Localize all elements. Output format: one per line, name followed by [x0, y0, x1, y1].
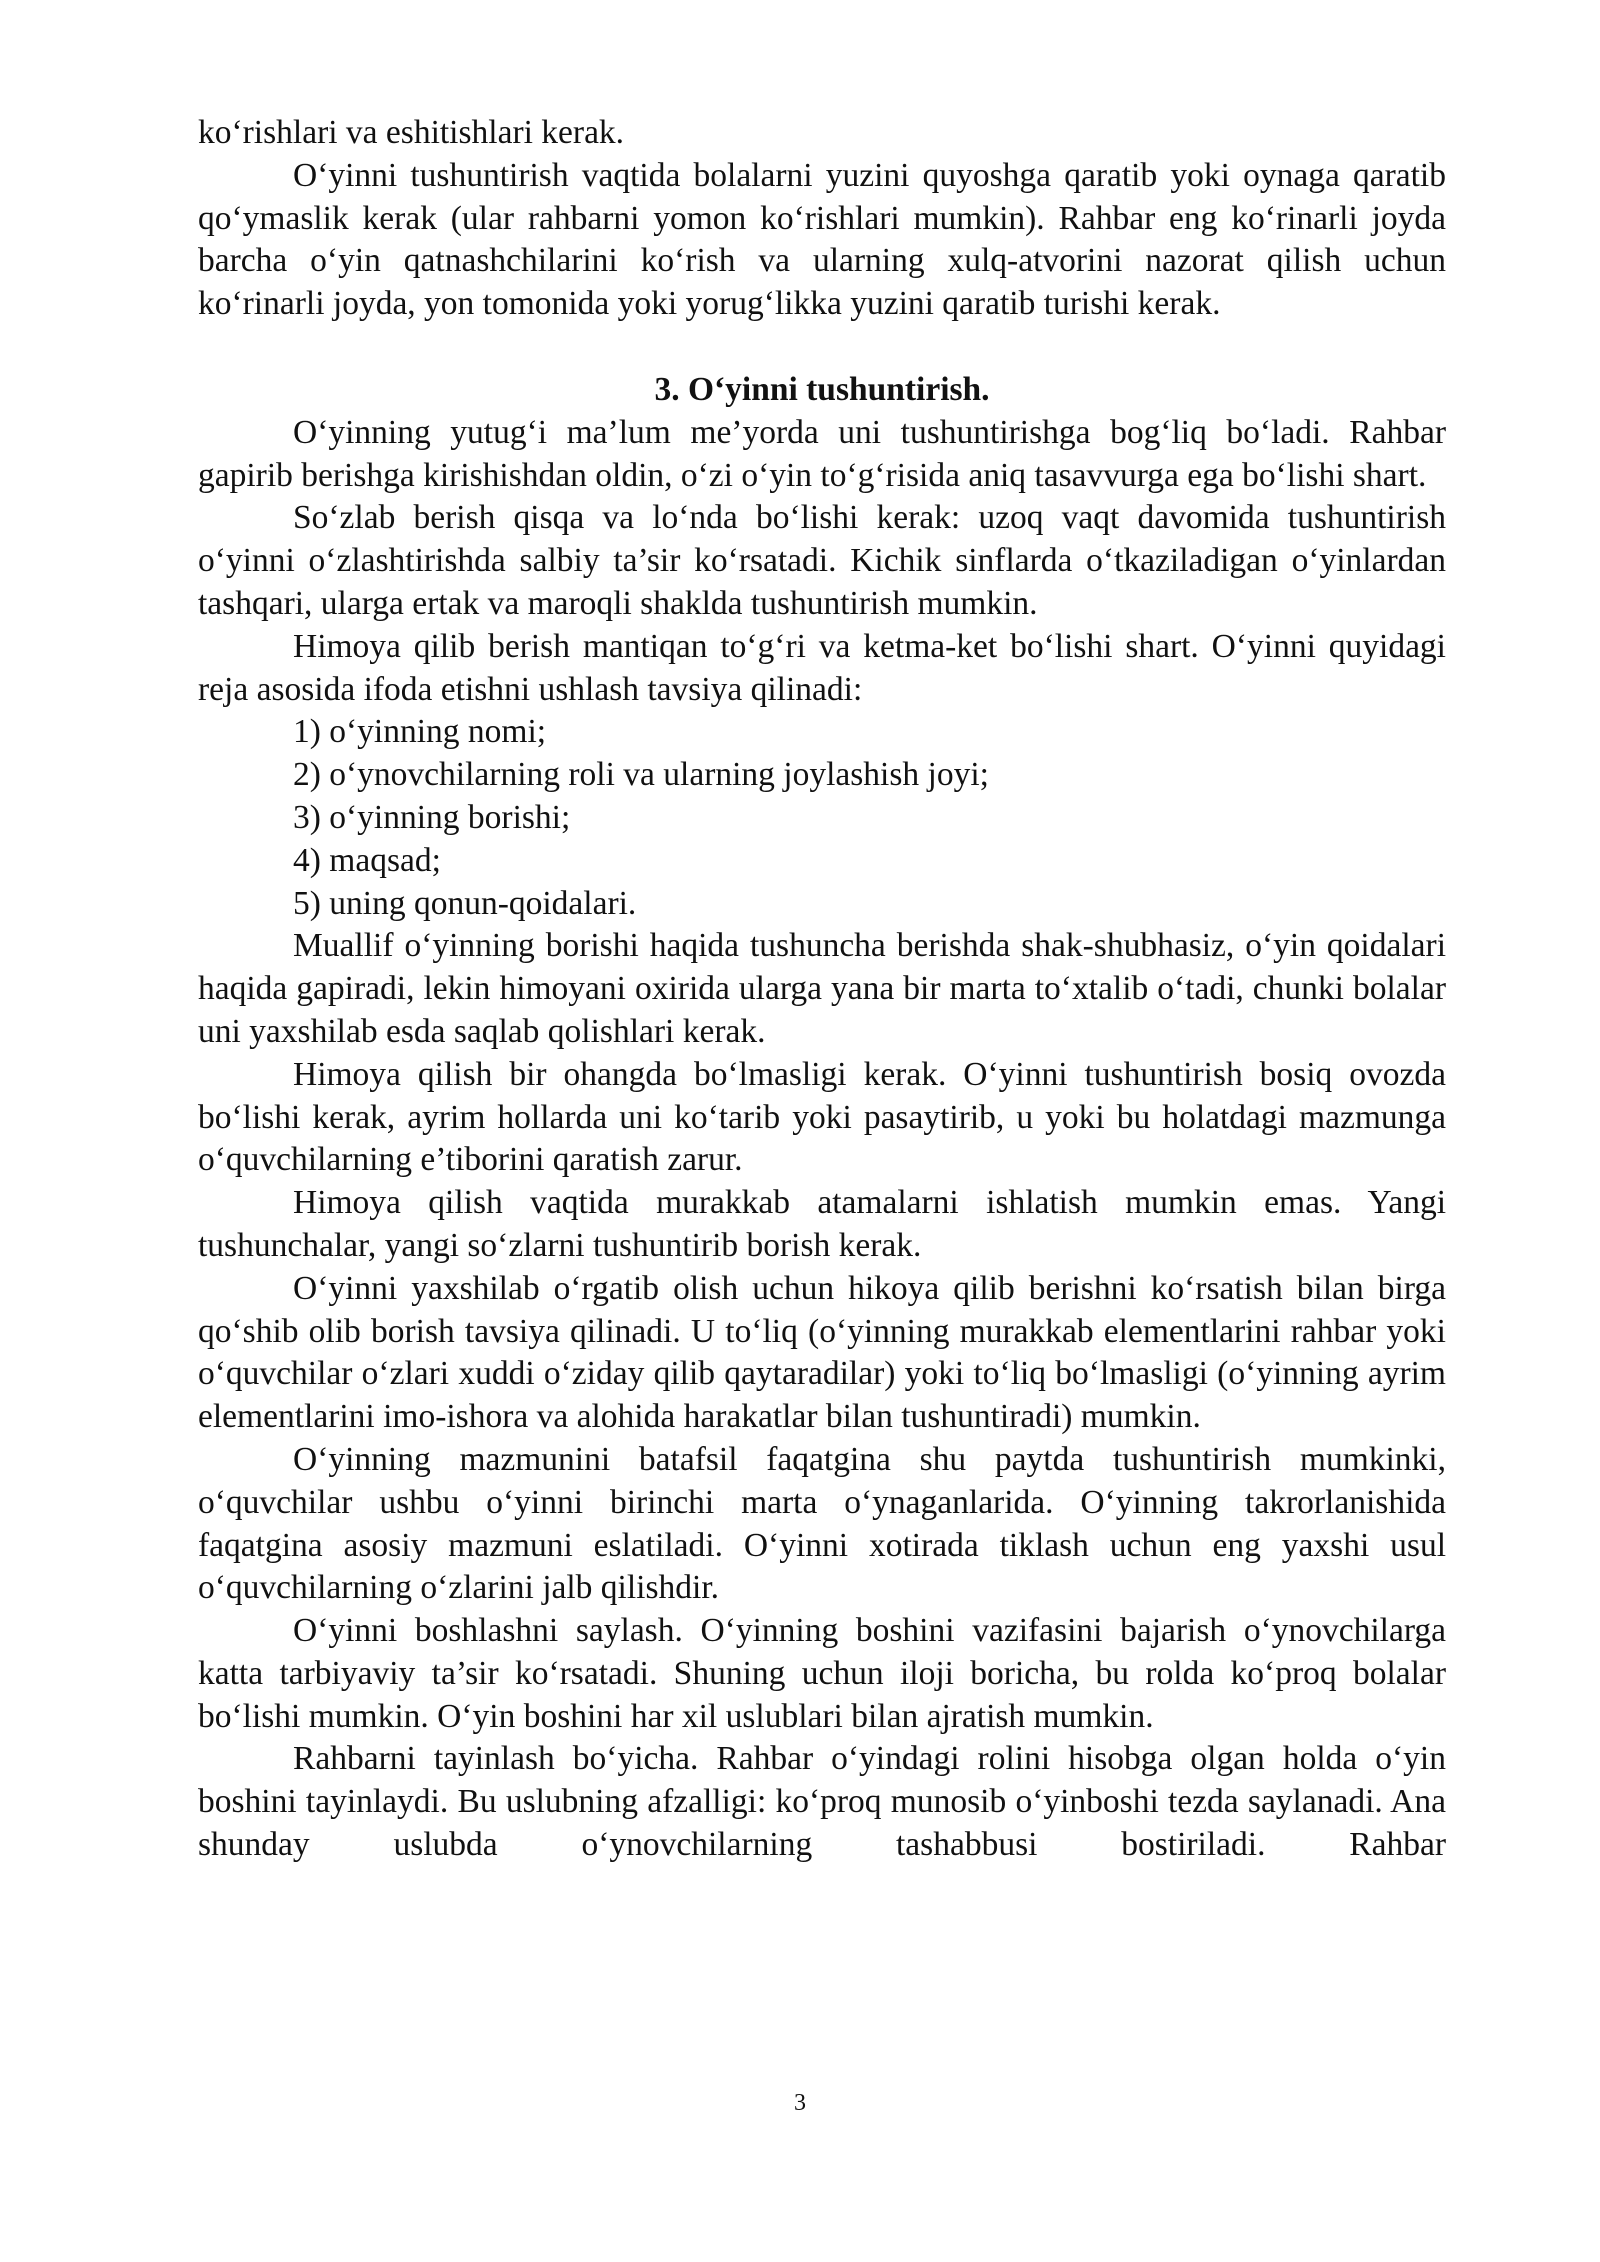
- paragraph: O‘yinni tushuntirish vaqtida bolalarni yuzini quyoshga qaratib yoki oynaga qaratib qo‘ymaslik kerak (ular rahbarni yomon ko‘rishlari mumkin). Rahbar eng ko‘rinarli joyda barcha o‘yin qatnashchilarini ko‘rish va ularning xulq-atvorini nazorat qilish uchun ko‘rinarli joyda, yon tomonida yoki yorug‘likka yuzini qaratib turishi kerak.: [198, 156, 1446, 323]
- paragraph: Rahbarni tayinlash bo‘yicha. Rahbar o‘yindagi rolini hisobga olgan holda o‘yin boshini tayinlaydi. Bu uslubning afzalligi: ko‘proq munosib o‘yinboshi tezda saylanadi. Ana shunday uslubda o‘ynovchilarning tashabbusi bostiriladi. Rahbar: [198, 1740, 1446, 1864]
- page-body: [198, 112, 1446, 1867]
- paragraph: O‘yinning mazmunini batafsil faqatgina shu paytda tushuntirish mumkinki, o‘quvchilar ushbu o‘yinni birinchi marta o‘ynaganlarida. O‘yinning takrorlanishida faqatgina asosiy mazmuni eslatiladi. O‘yinni xotirada tiklash uchun eng yaxshi usul o‘quvchilarning o‘zlarini jalb qilishdir.: [198, 1440, 1446, 1607]
- plan-list: [198, 711, 1446, 925]
- paragraph: Himoya qilish bir ohangda bo‘lmasligi kerak. O‘yinni tushuntirish bosiq ovozda bo‘lishi kerak, ayrim hollarda uni ko‘tarib yoki pasaytirib, u yoki bu holatdagi mazmunga o‘quvchilarning e’tiborini qaratish zarur.: [198, 1055, 1446, 1179]
- paragraph: ko‘rishlari va eshitishlari kerak.: [198, 114, 625, 151]
- page-number: 3: [794, 2090, 806, 2116]
- paragraph: Himoya qilib berish mantiqan to‘g‘ri va ketma-ket bo‘lishi shart. O‘yinni quyidagi reja asosida ifoda etishni ushlash tavsiya qilinadi:: [198, 627, 1446, 708]
- list-item: 5) uning qonun-qoidalari.: [293, 884, 637, 922]
- paragraph: Himoya qilish vaqtida murakkab atamalarni ishlatish mumkin emas. Yangi tushunchalar, yangi so‘zlarni tushuntirib borish kerak.: [198, 1184, 1446, 1264]
- paragraph: O‘yinni yaxshilab o‘rgatib olish uchun hikoya qilib berishni ko‘rsatish bilan birga qo‘shib olib borish tavsiya qilinadi. U to‘liq (o‘yinning murakkab elementlarini rahbar yoki o‘quvchilar o‘zlari xuddi o‘ziday qilib qaytaradilar) yoki to‘liq bo‘lmasligi (o‘yinning ayrim elementlarini imo-ishora va alohida harakatlar bilan tushuntiradi) mumkin.: [198, 1269, 1446, 1436]
- list-item: 4) maqsad;: [293, 841, 441, 879]
- list-item: 1) o‘yinning nomi;: [293, 713, 547, 751]
- list-item: 3) o‘yinning borishi;: [293, 798, 571, 836]
- paragraph: O‘yinning yutug‘i ma’lum me’yorda uni tushuntirishga bog‘liq bo‘ladi. Rahbar gapirib berishga kirishishdan oldin, o‘zi o‘yin to‘g‘risida aniq tasavvurga ega bo‘lishi shart.: [198, 413, 1446, 494]
- paragraph: Muallif o‘yinning borishi haqida tushuncha berishda shak-shubhasiz, o‘yin qoidalari haqida gapiradi, lekin himoyani oxirida ularga yana bir marta to‘xtalib o‘tadi, chunki bolalar uni yaxshilab esda saqlab qolishlari kerak.: [198, 927, 1446, 1050]
- paragraph: So‘zlab berish qisqa va lo‘nda bo‘lishi kerak: uzoq vaqt davomida tushuntirish o‘yinni o‘zlashtirishda salbiy ta’sir ko‘rsatadi. Kichik sinflarda o‘tkaziladigan o‘yinlardan tashqari, ularga ertak va maroqli shaklda tushuntirish mumkin.: [198, 499, 1446, 622]
- paragraph: O‘yinni boshlashni saylash. O‘yinning boshini vazifasini bajarish o‘ynovchilarga katta tarbiyaviy ta’sir ko‘rsatadi. Shuning uchun iloji boricha, bu rolda ko‘proq bolalar bo‘lishi mumkin. O‘yin boshini har xil uslublari bilan ajratish mumkin.: [198, 1612, 1446, 1735]
- section-heading: 3. O‘yinni tushuntirish.: [654, 370, 990, 408]
- list-item: 2) o‘ynovchilarning roli va ularning joylashish joyi;: [293, 756, 989, 794]
